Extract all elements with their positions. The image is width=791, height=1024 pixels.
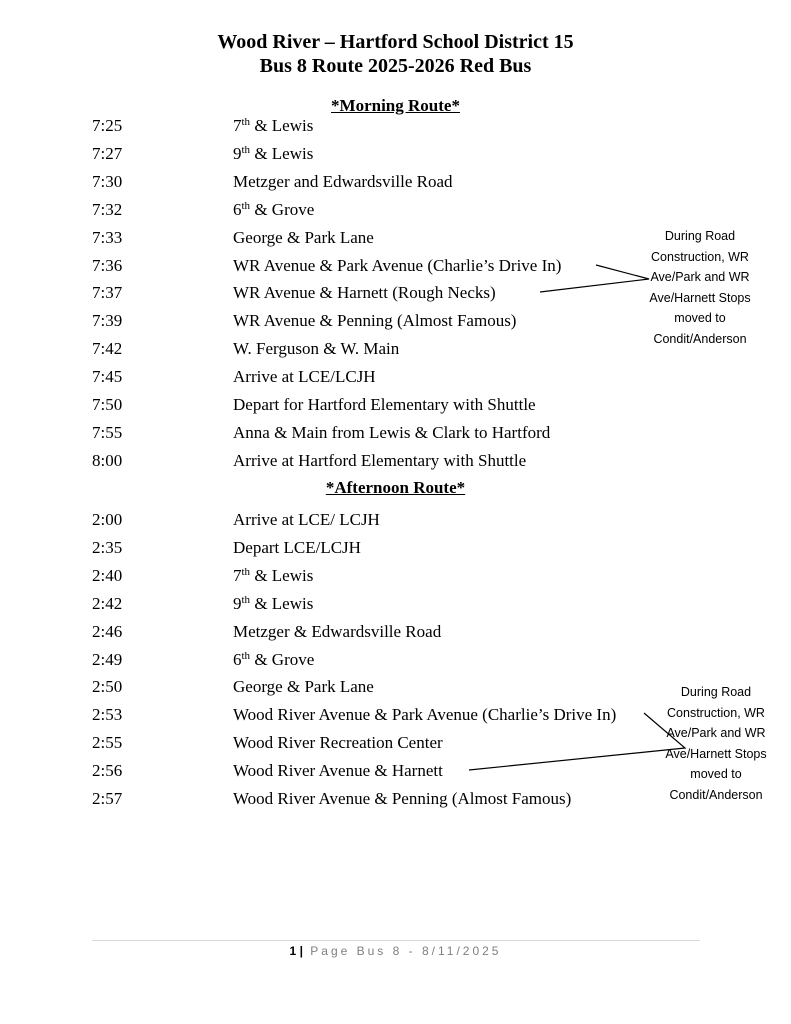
stop-location-text: Arrive at LCE/LCJH: [233, 367, 376, 387]
stop-time: 7:39: [92, 311, 123, 331]
stop-location-text: Arrive at Hartford Elementary with Shuttle: [233, 450, 527, 470]
stop-location-text: Wood River Avenue & Penning (Almost Famous): [233, 789, 572, 808]
stop-time: 2:55: [92, 733, 123, 753]
ordinal-suffix: th: [241, 143, 251, 156]
stop-location-text: Metzger and Edwardsville Road: [233, 171, 453, 191]
ordinal-suffix: th: [241, 649, 251, 662]
stop-time: 7:45: [92, 367, 123, 387]
stop-time: 2:50: [92, 677, 123, 697]
document-title: Wood River – Hartford School District 15: [217, 31, 574, 53]
stop-time: 7:55: [92, 422, 123, 442]
stop-location-text: 6: [233, 199, 242, 219]
stop-time: 2:56: [92, 761, 123, 781]
footer-page-label: Page Bus 8 - 8/11/2025: [310, 944, 502, 958]
stop-time: 7:42: [92, 339, 123, 359]
stop-location-text: George & Park Lane: [233, 677, 374, 697]
stop-time: 2:42: [92, 593, 123, 613]
stop-time: 2:49: [92, 649, 123, 669]
stop-time: 7:50: [92, 395, 123, 414]
stop-time: 7:27: [92, 143, 123, 163]
stop-location-text: 7: [233, 116, 242, 135]
stop-location-text-end: & Lewis: [250, 116, 314, 135]
morning-route-heading: *Morning Route*: [331, 96, 460, 115]
stop-location-text: WR Avenue & Penning (Almost Famous): [233, 311, 517, 331]
afternoon-route-heading: *Afternoon Route*: [325, 478, 466, 497]
ordinal-suffix: th: [241, 199, 251, 212]
stop-time: 7:30: [92, 171, 123, 191]
stop-time: 7:33: [92, 227, 123, 247]
stop-time: 2:57: [92, 789, 123, 808]
stop-location-text: 9: [233, 593, 242, 613]
stop-time: 2:46: [92, 621, 123, 641]
afternoon-callout-line: [469, 713, 685, 770]
stop-time: 2:35: [92, 537, 123, 557]
stop-location-text: 7: [233, 565, 242, 585]
stop-location-text-end: & Lewis: [250, 565, 314, 585]
stop-location-text: Metzger & Edwardsville Road: [233, 621, 442, 641]
stop-location-text: WR Avenue & Harnett (Rough Necks): [233, 283, 496, 303]
morning-callout-line: [540, 265, 649, 292]
stop-time: 7:32: [92, 199, 123, 219]
stop-location-text: Arrive at LCE/ LCJH: [233, 510, 380, 529]
stop-time: 2:53: [92, 705, 123, 725]
page-footer: [0, 944, 791, 958]
morning-construction-note: During Road Construction, WR Ave/Park and WR Ave/Harnett Stops moved to Condit/Anderson: [649, 229, 751, 346]
stop-location-text: Wood River Avenue & Harnett: [233, 761, 443, 781]
document-subtitle: Bus 8 Route 2025-2026 Red Bus: [259, 55, 532, 77]
stop-time: 7:25: [92, 116, 123, 135]
stop-time: 2:00: [92, 510, 123, 529]
stop-time: 8:00: [92, 450, 123, 470]
stop-location-text: 6: [233, 649, 242, 669]
footer-divider: [92, 940, 700, 941]
stop-location-text: George & Park Lane: [233, 227, 374, 247]
stop-location-text-end: & Lewis: [250, 143, 314, 163]
stop-location-text: 9: [233, 143, 242, 163]
stop-location-text: Depart LCE/LCJH: [233, 537, 361, 557]
stop-location-text-end: & Grove: [250, 649, 315, 669]
stop-time: 7:36: [92, 255, 123, 275]
stop-time: 2:40: [92, 565, 123, 585]
stop-time: 7:37: [92, 283, 123, 303]
page-number: 1: [289, 944, 297, 958]
stop-location-text: Anna & Main from Lewis & Clark to Hartford: [233, 422, 551, 442]
stop-location-text: Depart for Hartford Elementary with Shuttle: [233, 395, 536, 414]
stop-location-text: W. Ferguson & W. Main: [233, 339, 400, 359]
afternoon-construction-note: During Road Construction, WR Ave/Park and WR Ave/Harnett Stops moved to Condit/Anderson: [665, 685, 767, 802]
footer-separator: |: [299, 944, 303, 958]
ordinal-suffix: th: [241, 565, 251, 578]
stop-location-text-end: & Lewis: [250, 593, 314, 613]
stop-location-text-end: & Grove: [250, 199, 315, 219]
stop-location-text: WR Avenue & Park Avenue (Charlie’s Drive In): [233, 255, 562, 275]
stop-location-text: Wood River Recreation Center: [233, 733, 443, 753]
ordinal-suffix: th: [241, 116, 251, 128]
ordinal-suffix: th: [241, 593, 251, 606]
stop-location-text: Wood River Avenue & Park Avenue (Charlie’s Drive In): [233, 705, 617, 725]
